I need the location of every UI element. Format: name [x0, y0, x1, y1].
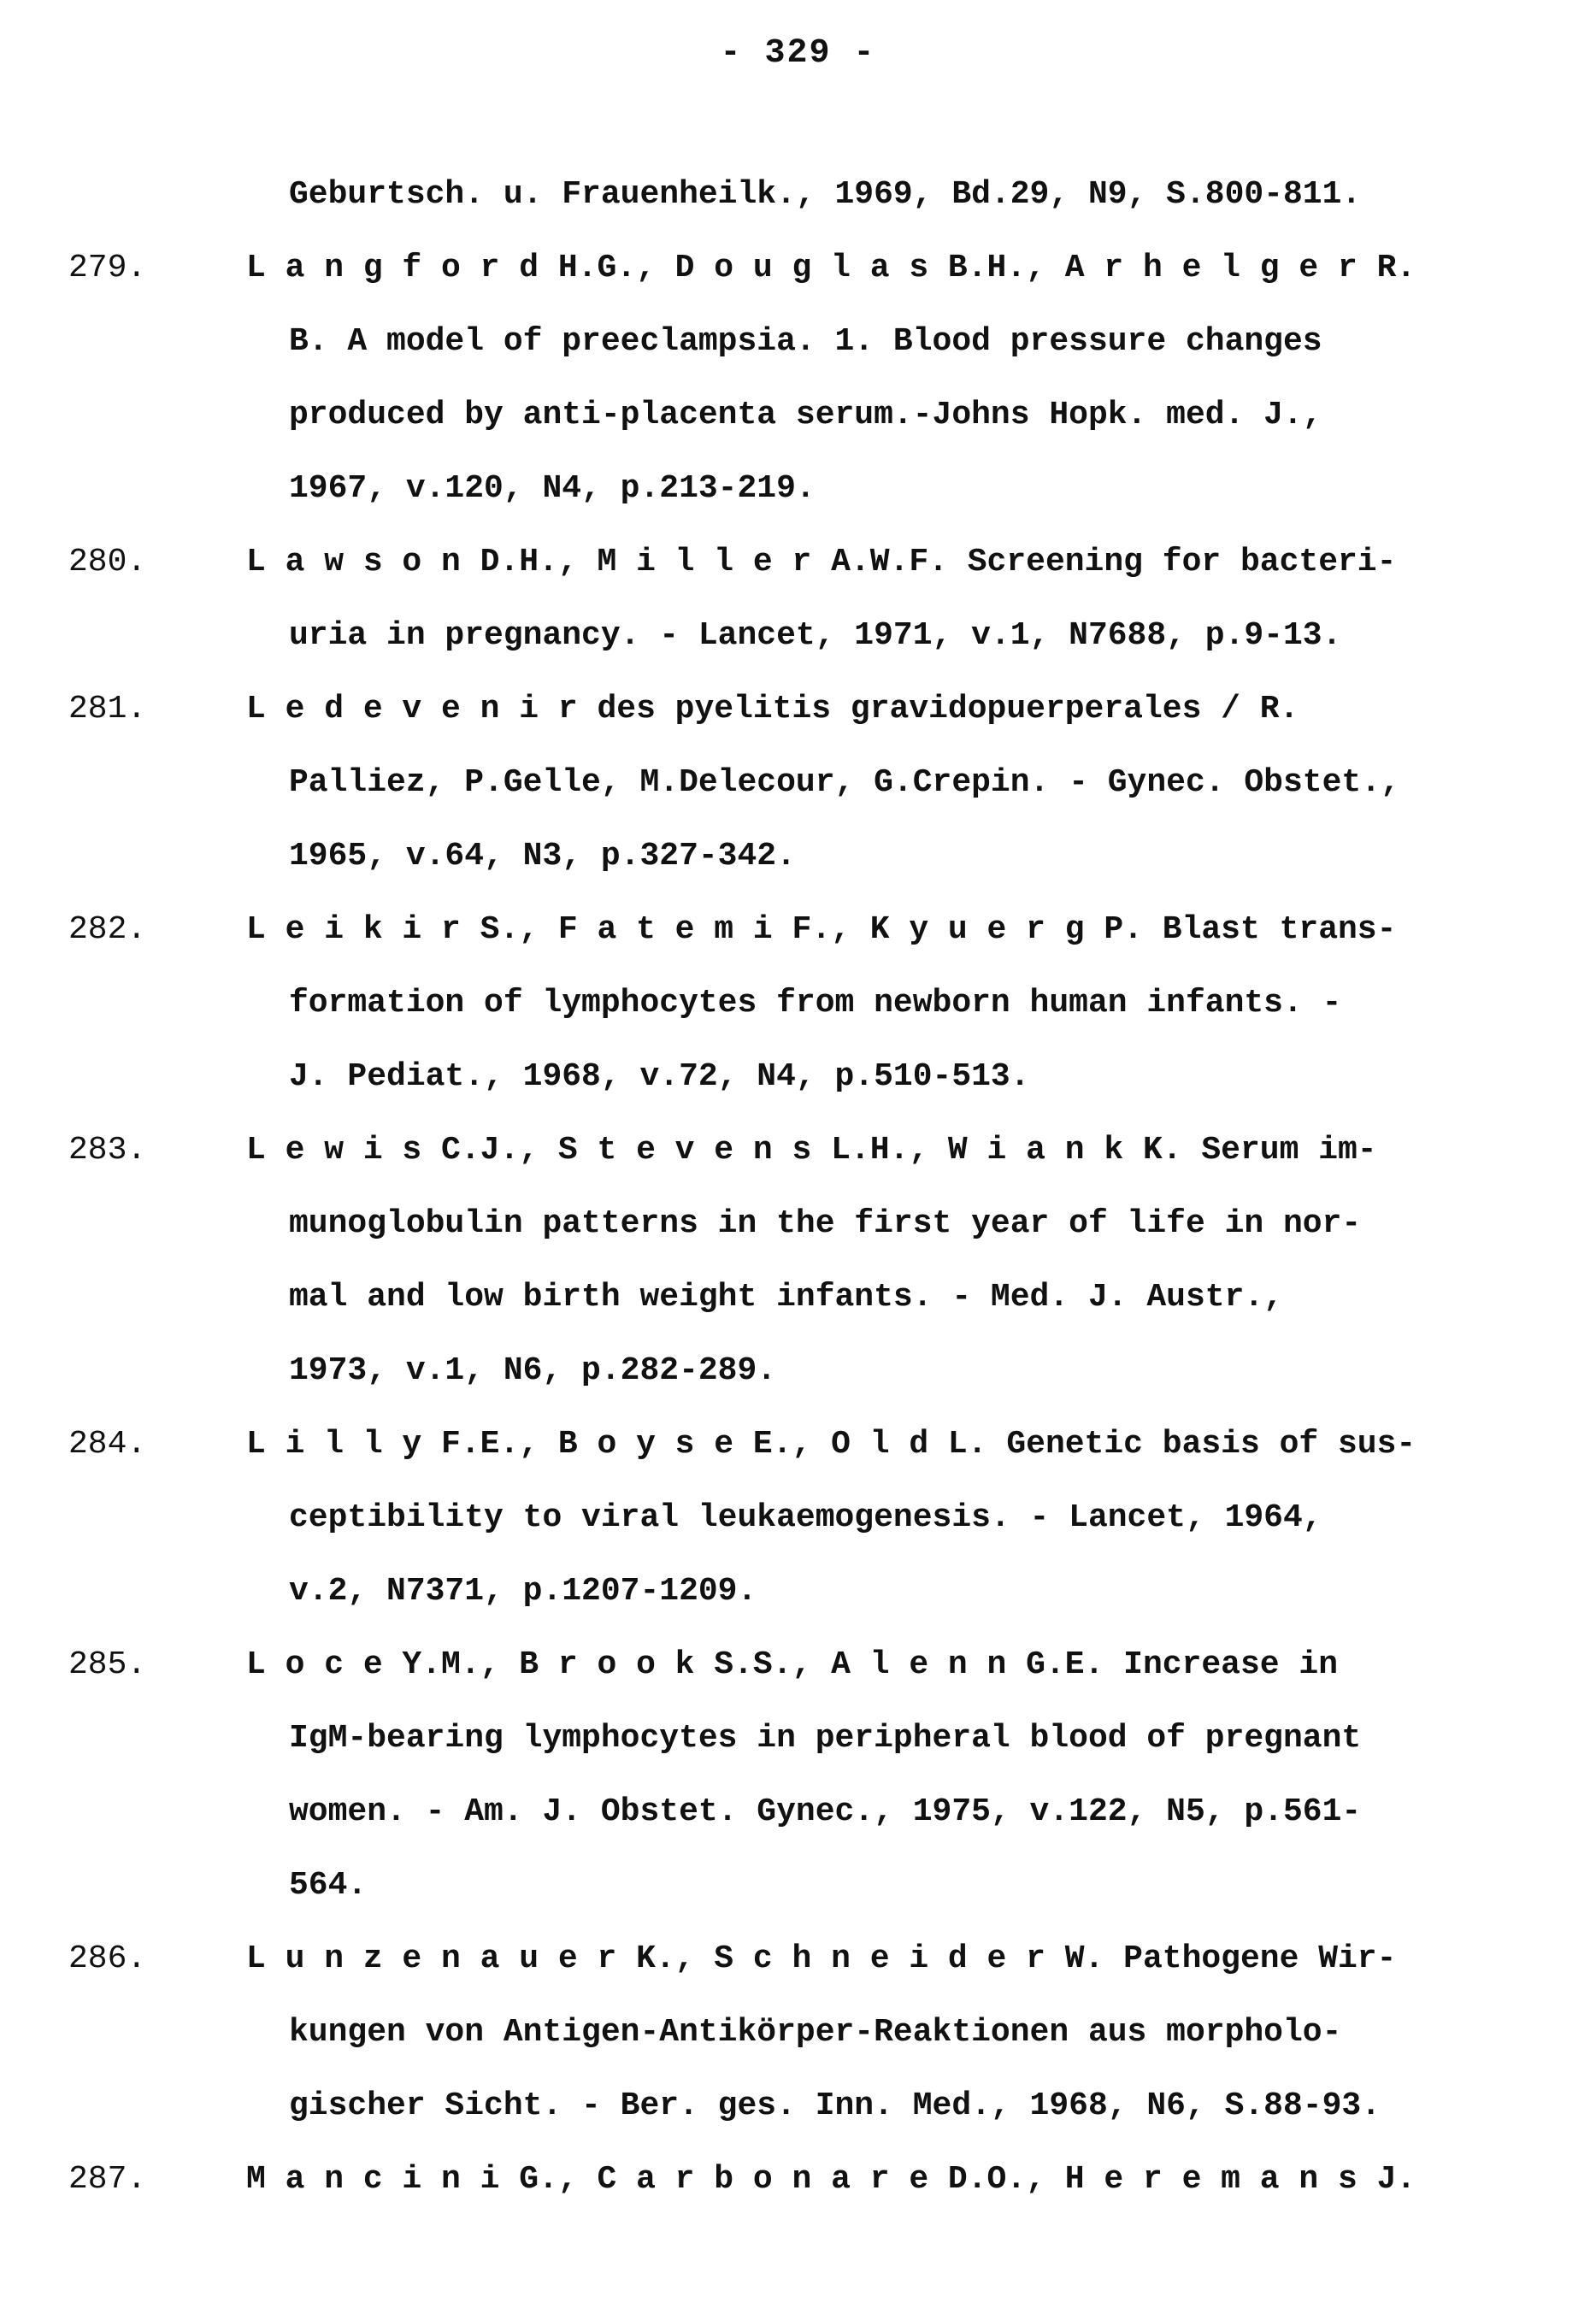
entry-line: munoglobulin patterns in the first year of life in nor-	[289, 1205, 1362, 1242]
entry-line: J. Pediat., 1968, v.72, N4, p.510-513.	[289, 1058, 1030, 1095]
reference-entry	[68, 1628, 1522, 1922]
entry-line: 564.	[289, 1867, 368, 1904]
reference-entry	[68, 1408, 1522, 1628]
entry-line: 1965, v.64, N3, p.327-342.	[289, 838, 796, 874]
page-number: - 329 -	[720, 34, 876, 73]
reference-entry	[68, 673, 1522, 893]
entry-number: 287.	[68, 2161, 147, 2198]
entry-line: L e w i s C.J., S t e v e n s L.H., W i a n k K. Serum im-	[246, 1132, 1377, 1169]
entry-line: L o c e Y.M., B r o o k S.S., A l e n n G.E. Increase in	[246, 1646, 1339, 1683]
reference-entry	[68, 1114, 1522, 1408]
entry-line: M a n c i n i G., C a r b o n a r e D.O., H e r e m a n s J.	[246, 2161, 1416, 2198]
entry-line: L i l l y F.E., B o y s e E., O l d L. Genetic basis of sus-	[246, 1426, 1416, 1463]
reference-entry	[68, 2143, 1522, 2217]
entry-line: L a w s o n D.H., M i l l e r A.W.F. Screening for bacteri-	[246, 544, 1397, 580]
reference-list	[68, 232, 1522, 2217]
entry-line: IgM-bearing lymphocytes in peripheral blood of pregnant	[289, 1720, 1362, 1757]
entry-number: 280.	[68, 544, 147, 580]
entry-line: uria in pregnancy. - Lancet, 1971, v.1, N7688, p.9-13.	[289, 617, 1342, 654]
entry-line: 1973, v.1, N6, p.282-289.	[289, 1352, 777, 1389]
entry-line: B. A model of preeclampsia. 1. Blood pressure changes	[289, 323, 1322, 360]
entry-line: women. - Am. J. Obstet. Gynec., 1975, v.122, N5, p.561-	[289, 1793, 1362, 1830]
entry-line: L e d e v e n i r des pyelitis gravidopuerperales / R.	[246, 691, 1299, 727]
entry-number: 286.	[68, 1940, 147, 1977]
entry-line: kungen von Antigen-Antikörper-Reaktionen aus morpholo-	[289, 2014, 1342, 2051]
reference-entry	[68, 526, 1522, 673]
entry-number: 279.	[68, 250, 147, 286]
entry-line: ceptibility to viral leukaemogenesis. - Lancet, 1964,	[289, 1499, 1322, 1536]
continued-reference-line: Geburtsch. u. Frauenheilk., 1969, Bd.29, N9, S.800-811.	[289, 176, 1362, 213]
entry-line: L e i k i r S., F a t e m i F., K y u e r g P. Blast trans-	[246, 911, 1397, 948]
entry-number: 282.	[68, 911, 147, 948]
entry-line: 1967, v.120, N4, p.213-219.	[289, 470, 816, 507]
entry-line: formation of lymphocytes from newborn human infants. -	[289, 985, 1342, 1022]
entry-line: v.2, N7371, p.1207-1209.	[289, 1573, 757, 1610]
entry-line: L a n g f o r d H.G., D o u g l a s B.H., A r h e l g e r R.	[246, 250, 1416, 286]
entry-line: produced by anti-placenta serum.-Johns Hopk. med. J.,	[289, 397, 1322, 433]
entry-number: 284.	[68, 1426, 147, 1463]
entry-number: 285.	[68, 1646, 147, 1683]
entry-line: Palliez, P.Gelle, M.Delecour, G.Crepin. - Gynec. Obstet.,	[289, 764, 1400, 801]
reference-entry	[68, 893, 1522, 1114]
entry-number: 281.	[68, 691, 147, 727]
entry-line: L u n z e n a u e r K., S c h n e i d e r W. Pathogene Wir-	[246, 1940, 1397, 1977]
entry-line: gischer Sicht. - Ber. ges. Inn. Med., 1968, N6, S.88-93.	[289, 2087, 1381, 2124]
reference-entry	[68, 1922, 1522, 2143]
entry-line: mal and low birth weight infants. - Med. J. Austr.,	[289, 1279, 1283, 1316]
reference-entry	[68, 232, 1522, 526]
entry-number: 283.	[68, 1132, 147, 1169]
